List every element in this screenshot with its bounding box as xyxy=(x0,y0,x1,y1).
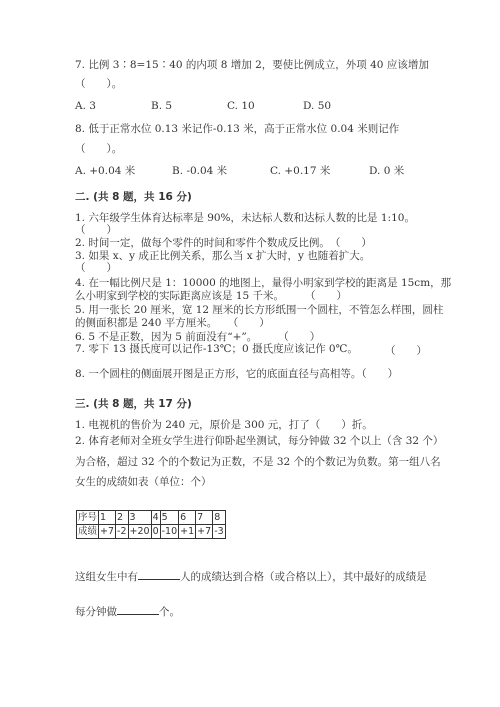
q8-option-a[interactable]: A. +0.04 米 xyxy=(75,165,136,177)
table-row xyxy=(77,525,226,539)
table-cell: 成绩 xyxy=(78,526,98,537)
s2-item: 的侧面积都是 240 平方厘米。 （ ） xyxy=(75,317,270,329)
q7-option-d[interactable]: D. 50 xyxy=(303,100,332,112)
s2-item: （ ） xyxy=(75,224,117,236)
fill-text: 个。 xyxy=(159,606,180,618)
table-cell: -10 xyxy=(161,526,178,537)
answer-blank[interactable] xyxy=(117,604,159,615)
s2-item: 4. 在一幅比例尺是 1：10000 的地图上，量得小明家到学校的距离是 15cm，那 xyxy=(75,277,452,289)
s2-item: 5. 用一张长 20 厘米，宽 12 厘米的长方形纸围一个圆柱，不管怎么样围，圆柱 xyxy=(75,304,444,316)
s2-item: 1. 六年级学生体育达标率是 90%，未达标人数和达标人数的比是 1:10。 xyxy=(75,212,415,224)
fill-text: 这组女生中有 xyxy=(75,571,138,583)
table-cell: 2 xyxy=(116,511,128,525)
table-cell: -2 xyxy=(117,526,127,537)
s3-q2-line1: 2. 体育老师对全班女学生进行仰卧起坐测试，每分钟做 32 个以上（含 32 个） xyxy=(75,435,444,447)
q8-stem-line2: （ ）。 xyxy=(75,143,123,155)
s2-item: 7. 零下 13 摄氏度可以记作-13℃；0 摄氏度应该记作 0℃。 xyxy=(75,343,358,355)
s3-fill-line2 xyxy=(75,604,180,618)
q7-stem-line1: 7. 比例 3∶8=15∶40 的内项 8 增加 2，要使比例成立，外项 40 应该增加 xyxy=(75,59,429,71)
table-cell: +1 xyxy=(180,526,195,537)
s2-item: （ ） xyxy=(385,345,427,357)
score-table xyxy=(76,510,226,539)
q7-option-a[interactable]: A. 3 xyxy=(75,100,96,112)
q8-stem-line1: 8. 低于正常水位 0.13 米记作-0.13 米，高于正常水位 0.04 米则记作 xyxy=(75,123,400,135)
s3-q1: 1. 电视机的售价为 240 元，原价是 300 元，打了（ ）折。 xyxy=(75,419,373,431)
s2-item: 8. 一个圆柱的侧面展开图是正方形，它的底面直径与高相等。（ ） xyxy=(75,368,399,380)
table-row xyxy=(77,511,226,525)
s3-fill-line1 xyxy=(75,569,427,583)
table-cell: 4 xyxy=(152,512,159,523)
s2-item: 3. 如果 x、y 成正比例关系，那么当 x 扩大时，y 也随着扩大。 xyxy=(75,250,371,262)
s2-item: （ ） xyxy=(75,262,117,274)
section2-heading: 二. (共 8 题，共 16 分) xyxy=(75,191,192,203)
q8-option-b[interactable]: B. -0.04 米 xyxy=(172,165,228,177)
table-cell: +7 xyxy=(197,526,212,537)
table-cell: 6 xyxy=(179,511,196,525)
table-cell: 8 xyxy=(213,511,225,525)
q7-option-c[interactable]: C. 10 xyxy=(227,100,255,112)
s2-item: 么小明家到学校的实际距离应该是 15 千米。 （ ） xyxy=(75,290,348,302)
table-cell: 序号 xyxy=(78,512,98,523)
table-cell: +20 xyxy=(129,526,150,537)
table-cell: 5 xyxy=(160,511,179,525)
q7-option-b[interactable]: B. 5 xyxy=(151,100,173,112)
answer-blank[interactable] xyxy=(138,569,180,580)
q7-stem-line2: （ ）。 xyxy=(75,78,123,90)
s2-item: 2. 时间一定，做每个零件的时间和零件个数成反比例。 （ ） xyxy=(75,237,372,249)
table-cell: 1 xyxy=(99,511,116,525)
q8-option-c[interactable]: C. +0.17 米 xyxy=(270,165,331,177)
fill-text: 每分钟做 xyxy=(75,606,117,618)
table-cell: 3 xyxy=(128,511,151,525)
q8-option-d[interactable]: D. 0 米 xyxy=(369,165,405,177)
table-cell: +7 xyxy=(100,526,115,537)
s3-q2-line2: 为合格，超过 32 个的个数记为正数，不是 32 个的个数记为负数。第一组八名 xyxy=(75,456,441,468)
table-cell: 7 xyxy=(196,511,213,525)
fill-text: 人的成绩达到合格（或合格以上），其中最好的成绩是 xyxy=(180,571,427,583)
table-cell: -3 xyxy=(214,526,224,537)
s2-item: 6. 5 不是正数，因为 5 前面没有“+”。 （ ） xyxy=(75,331,321,343)
section3-heading: 三. (共 8 题，共 17 分) xyxy=(75,398,192,410)
table-cell: 0 xyxy=(152,526,159,537)
s3-q2-line3: 女生的成绩如表（单位：个） xyxy=(75,476,212,488)
